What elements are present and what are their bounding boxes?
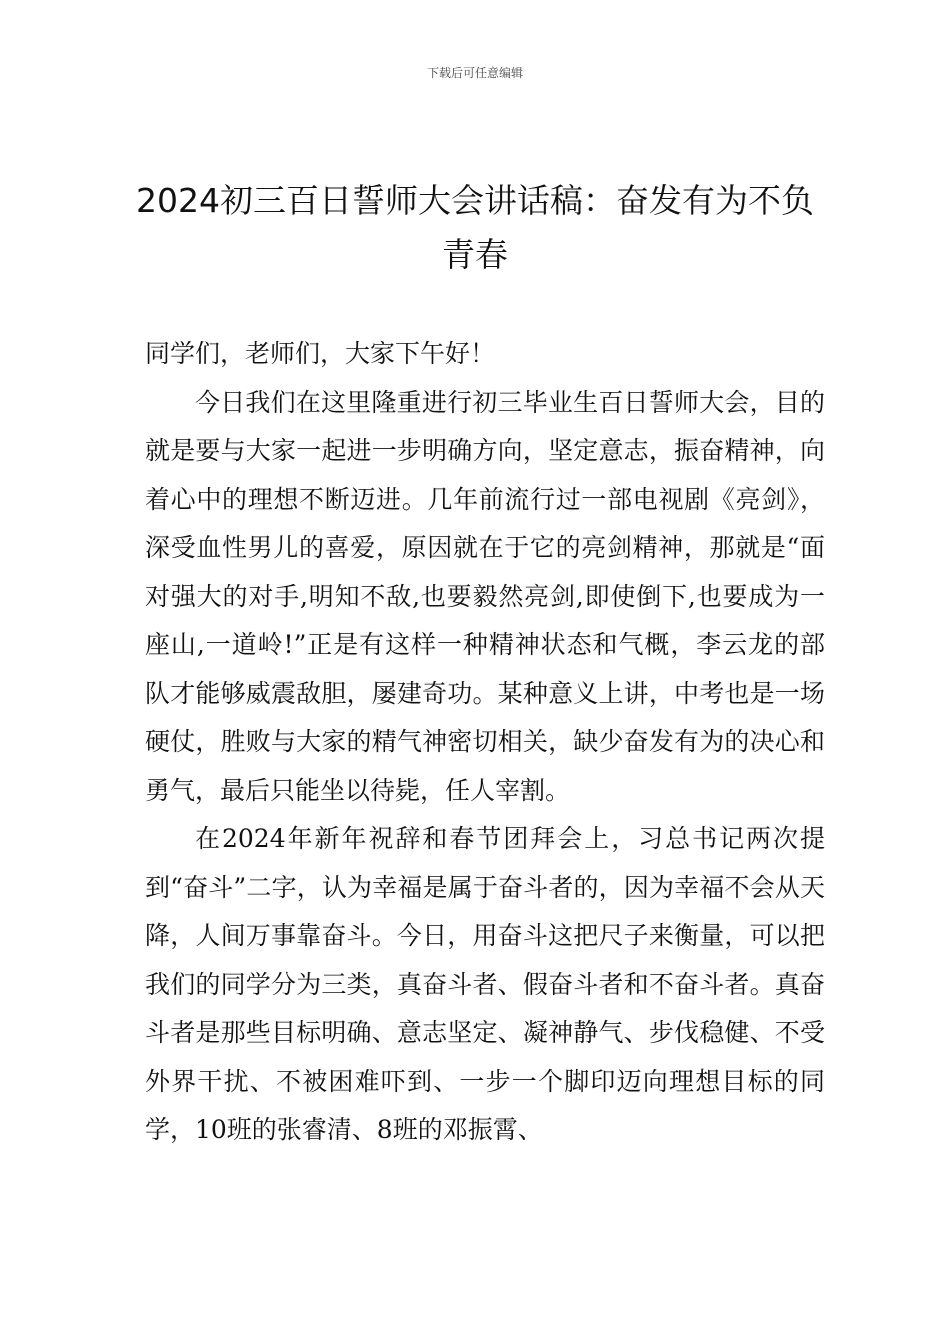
body-paragraph: 今日我们在这里隆重进行初三毕业生百日誓师大会，目的就是要与大家一起进一步明确方向，坚定意志，振奋精神，向着心中的理想不断迈进。几年前流行过一部电视剧《亮剑》，深受血性男儿的喜爱，原因就在于它的亮剑精神，那就是“面对强大的对手,明知不敌,也要毅然亮剑,即使倒下,也要成为一座山,一道岭!”正是有这样一种精神状态和气概，李云龙的部队才能够威震敌胆，屡建奇功。某种意义上讲，中考也是一场硬仗，胜败与大家的精气神密切相关，缺少奋发有为的决心和勇气，最后只能坐以待毙，任人宰割。 bbox=[145, 387, 825, 805]
body-paragraph: 在2024年新年祝辞和春节团拜会上，习总书记两次提到“奋斗”二字，认为幸福是属于奋斗者的，因为幸福不会从天降，人间万事靠奋斗。今日，用奋斗这把尺子来衡量，可以把我们的同学分为三类，真奋斗者、假奋斗者和不奋斗者。真奋斗者是那些目标明确、意志坚定、凝神静气、步伐稳健、不受外界干扰、不被困难吓到、一步一个脚印迈向理想目标的同学，10班的张睿清、8班的邓振霄、 bbox=[145, 824, 825, 1144]
header-note: 下载后可任意编辑 bbox=[426, 66, 523, 80]
document-title: 2024初三百日誓师大会讲话稿：奋发有为不负青春 bbox=[136, 181, 814, 274]
greeting-paragraph: 同学们，老师们，大家下午好！ bbox=[145, 339, 496, 368]
document-body bbox=[145, 330, 825, 1155]
